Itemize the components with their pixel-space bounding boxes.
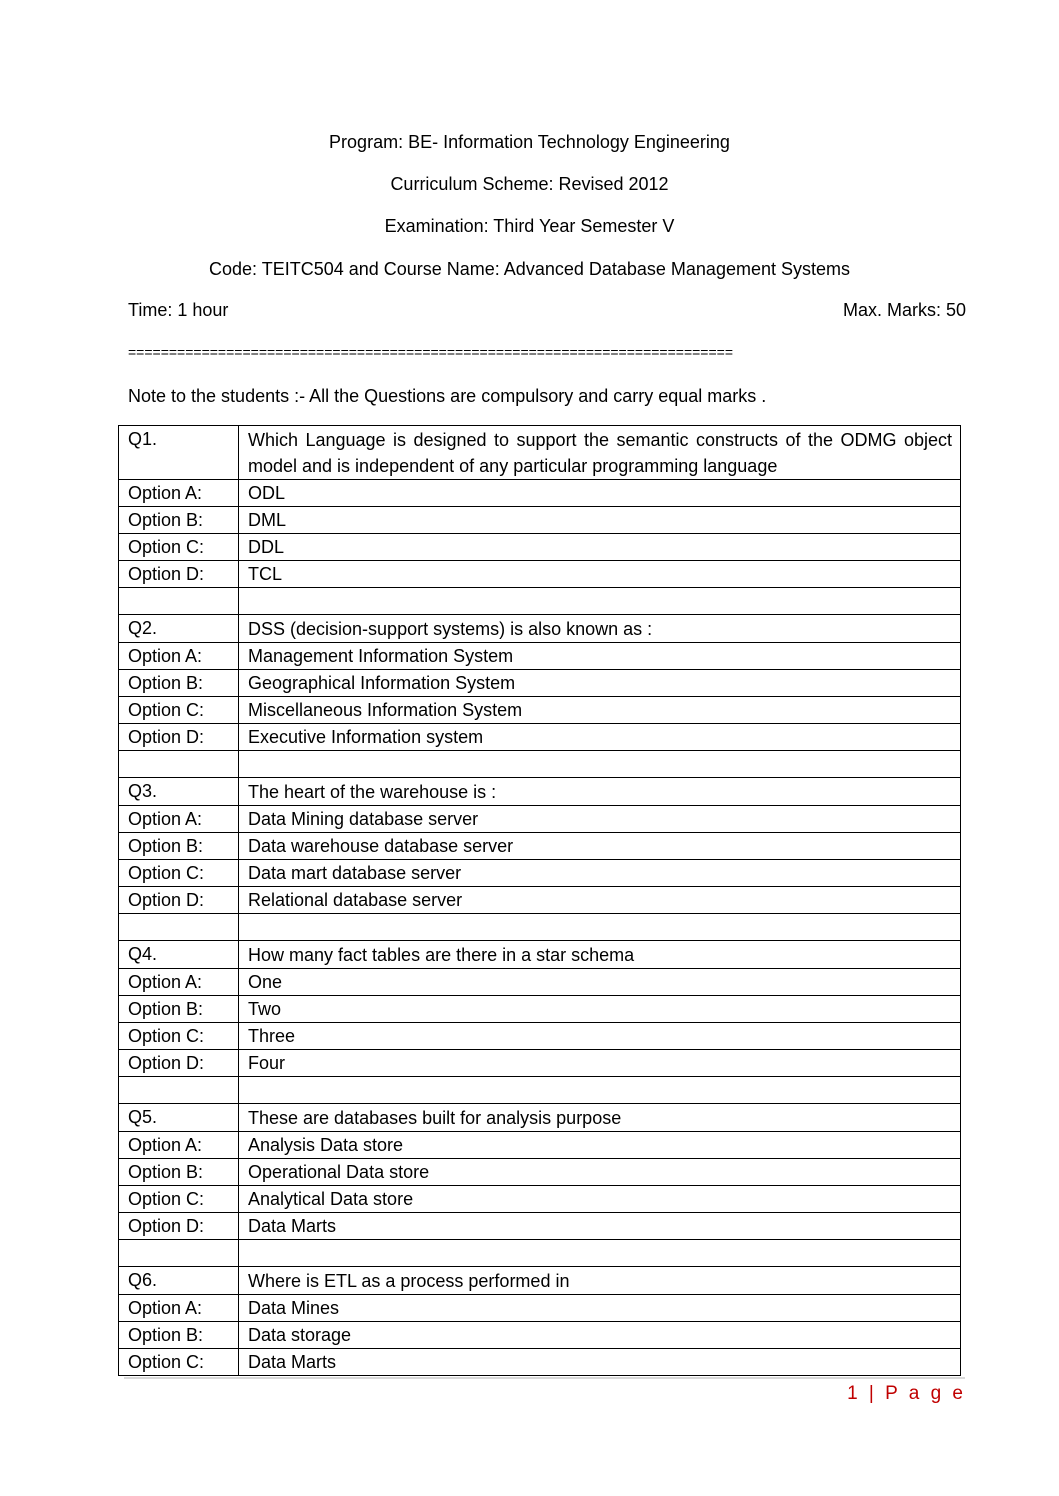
spacer-cell (239, 751, 961, 778)
option-label: Option B: (119, 833, 239, 860)
option-text: Management Information System (239, 643, 961, 670)
option-row (119, 561, 961, 588)
spacer-cell (119, 1240, 239, 1267)
question-number: Q2. (119, 615, 239, 643)
option-text: Relational database server (239, 887, 961, 914)
option-label: Option D: (119, 724, 239, 751)
question-text: How many fact tables are there in a star schema (239, 941, 961, 969)
option-label: Option C: (119, 1023, 239, 1050)
option-row (119, 996, 961, 1023)
option-row (119, 1159, 961, 1186)
spacer-row (119, 914, 961, 941)
spacer-cell (239, 1240, 961, 1267)
option-label: Option A: (119, 480, 239, 507)
option-text: Two (239, 996, 961, 1023)
option-text: Data Mines (239, 1295, 961, 1322)
question-row (119, 1267, 961, 1295)
option-text: Data storage (239, 1322, 961, 1349)
option-text: Miscellaneous Information System (239, 697, 961, 724)
option-label: Option B: (119, 507, 239, 534)
question-number: Q6. (119, 1267, 239, 1295)
option-row (119, 860, 961, 887)
option-text: Three (239, 1023, 961, 1050)
student-note: Note to the students :- All the Questions are compulsory and carry equal marks . (128, 386, 767, 406)
spacer-cell (239, 1077, 961, 1104)
spacer-cell (119, 751, 239, 778)
option-label: Option B: (119, 1322, 239, 1349)
option-text: ODL (239, 480, 961, 507)
option-row (119, 670, 961, 697)
spacer-cell (239, 914, 961, 941)
option-text: Data mart database server (239, 860, 961, 887)
examination-heading: Examination: Third Year Semester V (384, 216, 675, 236)
option-row (119, 1213, 961, 1240)
question-text: DSS (decision-support systems) is also known as : (239, 615, 961, 643)
option-text: Operational Data store (239, 1159, 961, 1186)
option-label: Option D: (119, 887, 239, 914)
option-label: Option D: (119, 561, 239, 588)
spacer-row (119, 1240, 961, 1267)
option-text: Geographical Information System (239, 670, 961, 697)
option-row (119, 724, 961, 751)
option-text: Data Marts (239, 1213, 961, 1240)
page-number: 1 | P a g e (847, 1383, 966, 1404)
option-label: Option C: (119, 534, 239, 561)
option-row (119, 1295, 961, 1322)
spacer-cell (119, 914, 239, 941)
program-heading: Program: BE- Information Technology Engineering (329, 132, 730, 152)
option-text: Four (239, 1050, 961, 1077)
option-label: Option A: (119, 969, 239, 996)
option-text: Data warehouse database server (239, 833, 961, 860)
spacer-cell (239, 588, 961, 615)
option-row (119, 643, 961, 670)
option-label: Option B: (119, 1159, 239, 1186)
option-text: Data Marts (239, 1349, 961, 1376)
option-label: Option A: (119, 643, 239, 670)
option-label: Option A: (119, 1295, 239, 1322)
question-row (119, 426, 961, 480)
option-text: Analytical Data store (239, 1186, 961, 1213)
spacer-row (119, 588, 961, 615)
question-text: Where is ETL as a process performed in (239, 1267, 961, 1295)
footer-rule (124, 1377, 965, 1379)
option-text: Data Mining database server (239, 806, 961, 833)
curriculum-heading: Curriculum Scheme: Revised 2012 (390, 174, 669, 194)
option-label: Option C: (119, 1186, 239, 1213)
option-label: Option D: (119, 1213, 239, 1240)
question-table-body (119, 426, 961, 1376)
question-number: Q3. (119, 778, 239, 806)
spacer-row (119, 751, 961, 778)
question-table (118, 425, 961, 1376)
option-row (119, 833, 961, 860)
question-number: Q5. (119, 1104, 239, 1132)
option-row (119, 480, 961, 507)
option-label: Option B: (119, 670, 239, 697)
option-row (119, 534, 961, 561)
question-row (119, 615, 961, 643)
question-number: Q4. (119, 941, 239, 969)
spacer-row (119, 1077, 961, 1104)
option-row (119, 1186, 961, 1213)
separator-line: ========================================================================== (128, 344, 734, 360)
option-label: Option A: (119, 1132, 239, 1159)
question-text: The heart of the warehouse is : (239, 778, 961, 806)
option-label: Option C: (119, 1349, 239, 1376)
option-text: Executive Information system (239, 724, 961, 751)
option-row (119, 1132, 961, 1159)
question-number: Q1. (119, 426, 239, 480)
option-text: Analysis Data store (239, 1132, 961, 1159)
option-row (119, 969, 961, 996)
option-text: DDL (239, 534, 961, 561)
question-text: These are databases built for analysis purpose (239, 1104, 961, 1132)
option-row (119, 1050, 961, 1077)
option-text: TCL (239, 561, 961, 588)
question-text: Which Language is designed to support the semantic constructs of the ODMG object model and is independent of any particular programming language (239, 426, 961, 480)
option-label: Option C: (119, 860, 239, 887)
option-label: Option A: (119, 806, 239, 833)
option-text: DML (239, 507, 961, 534)
option-row (119, 1349, 961, 1376)
question-row (119, 941, 961, 969)
option-row (119, 806, 961, 833)
option-row (119, 1023, 961, 1050)
option-text: One (239, 969, 961, 996)
option-row (119, 887, 961, 914)
option-label: Option C: (119, 697, 239, 724)
option-label: Option D: (119, 1050, 239, 1077)
option-label: Option B: (119, 996, 239, 1023)
course-heading: Code: TEITC504 and Course Name: Advanced Database Management Systems (208, 259, 850, 279)
question-row (119, 778, 961, 806)
option-row (119, 697, 961, 724)
option-row (119, 507, 961, 534)
spacer-cell (119, 1077, 239, 1104)
spacer-cell (119, 588, 239, 615)
max-marks-label: Max. Marks: 50 (842, 300, 966, 320)
time-label: Time: 1 hour (128, 300, 229, 320)
question-row (119, 1104, 961, 1132)
option-row (119, 1322, 961, 1349)
